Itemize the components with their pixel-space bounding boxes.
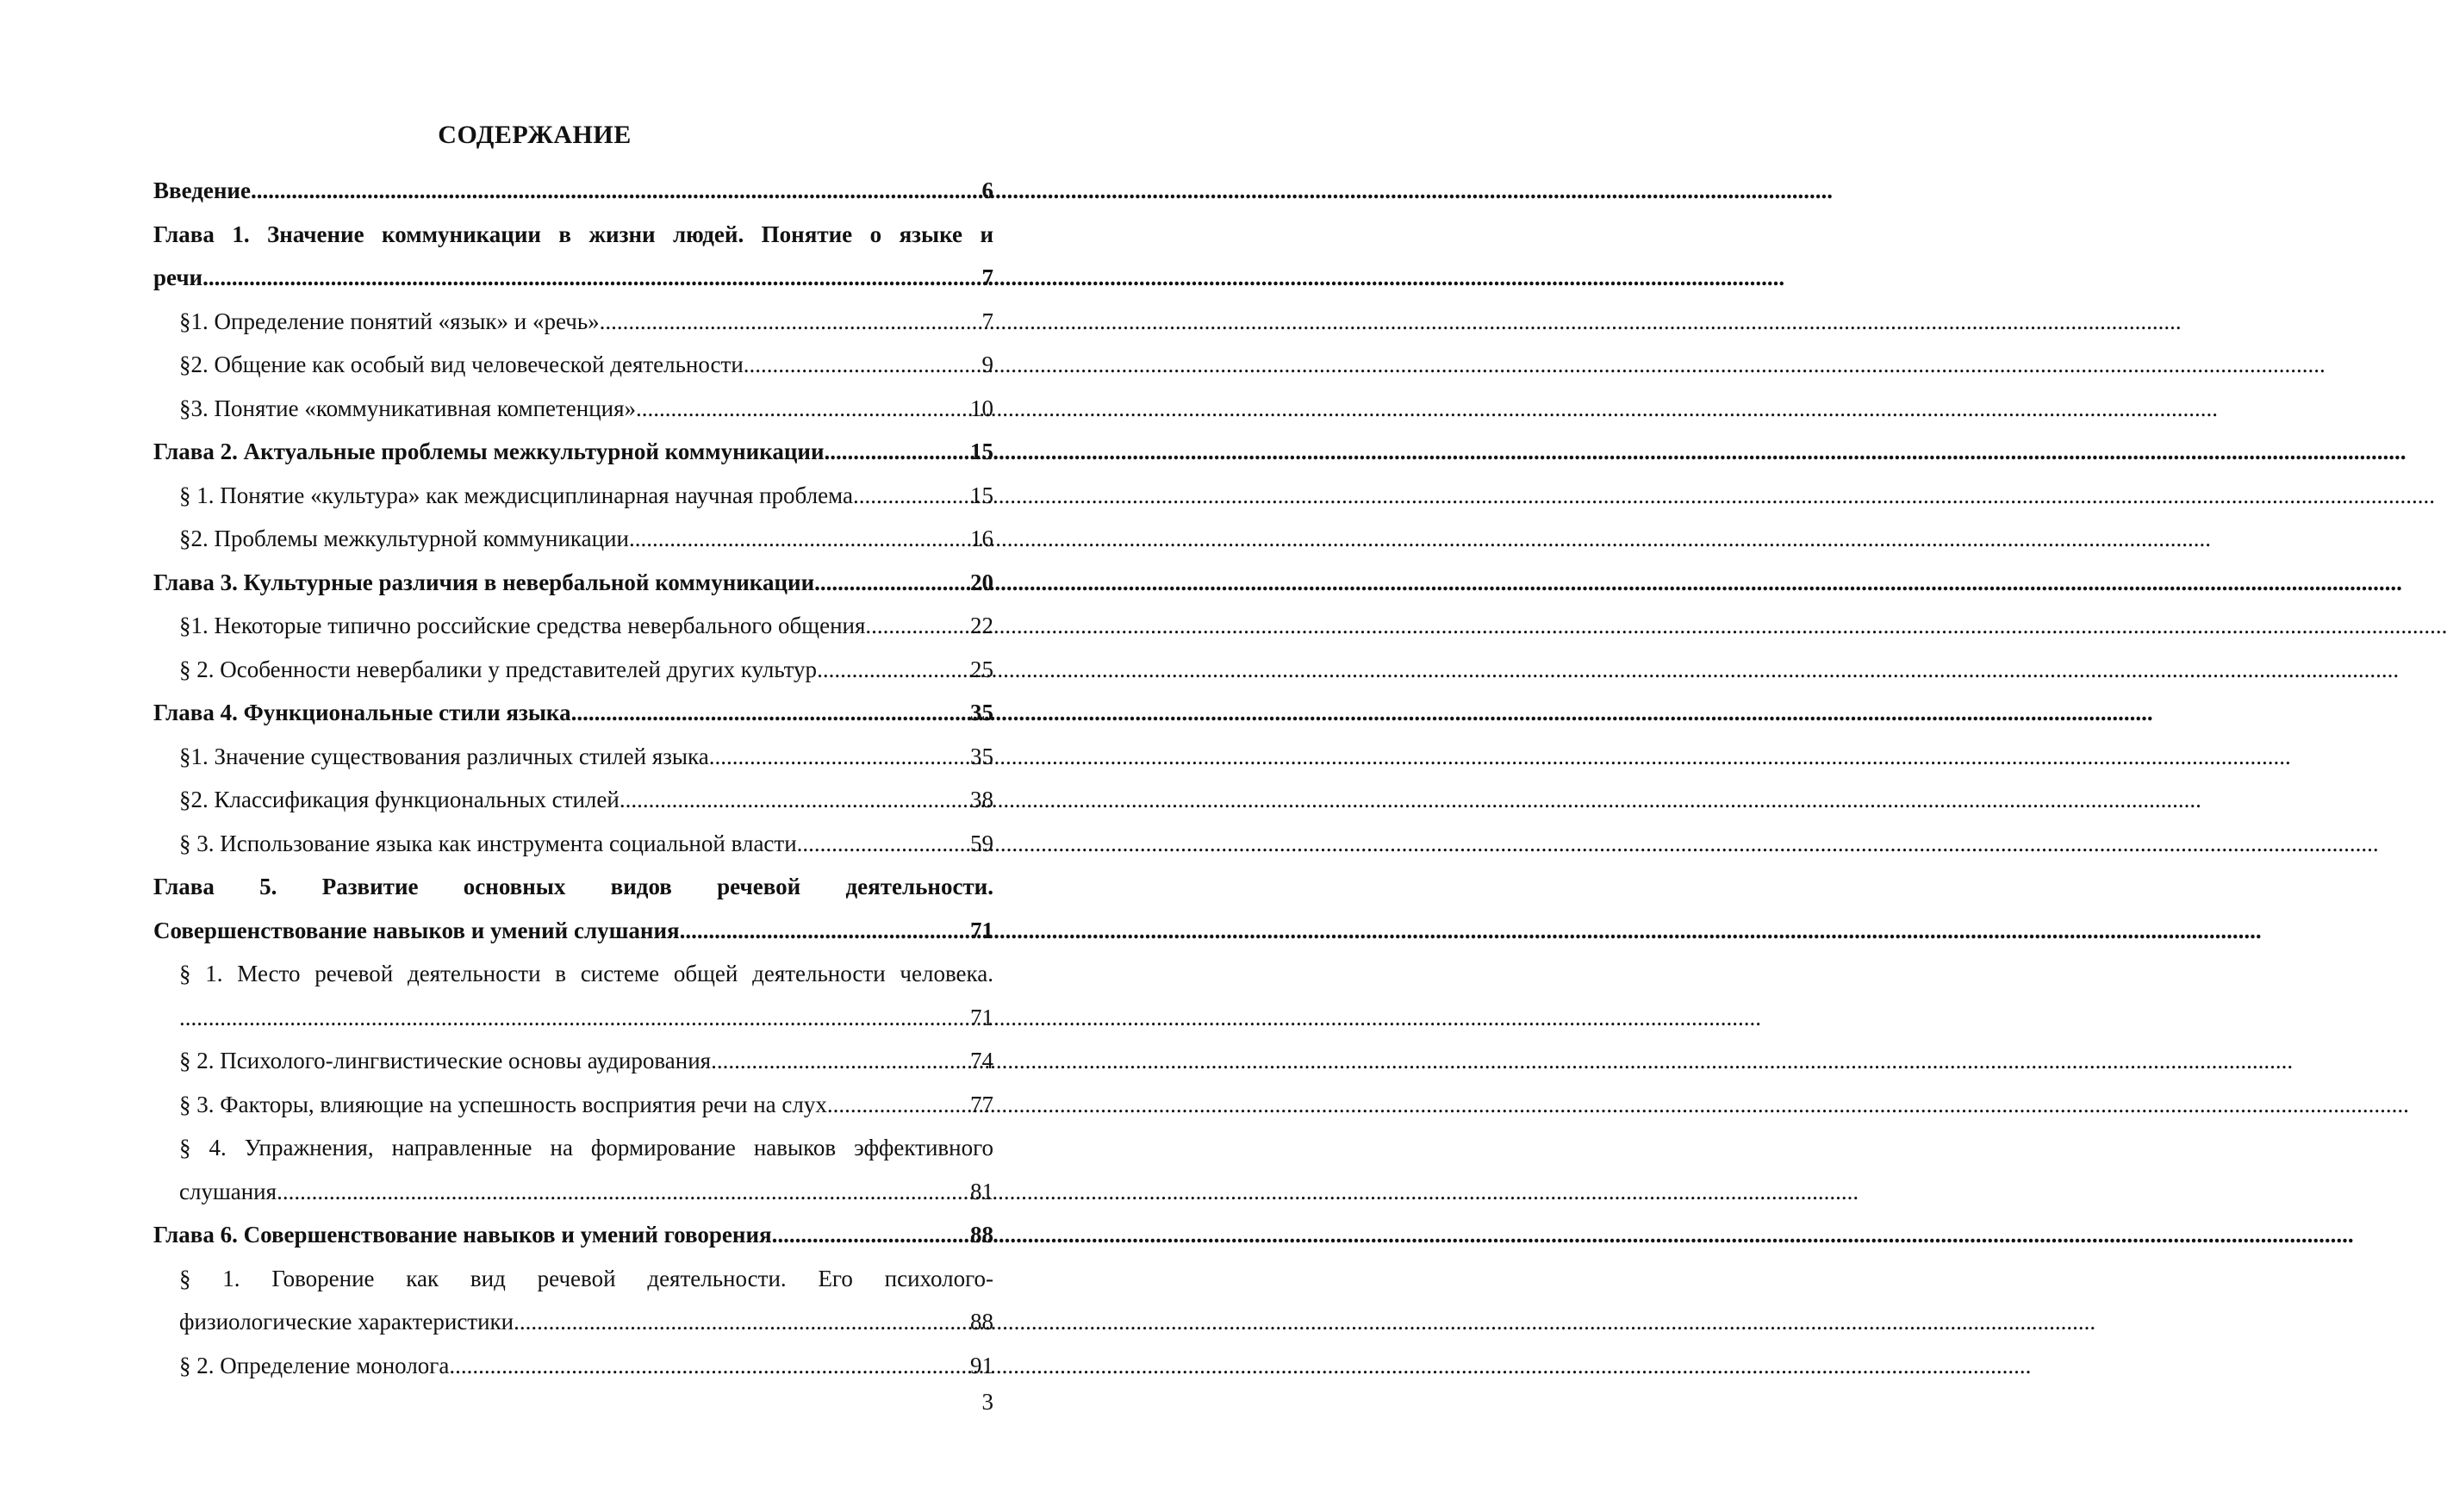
toc-entry-section-5-4[interactable] xyxy=(179,1126,993,1170)
toc-entry-chapter-1[interactable] xyxy=(153,213,993,257)
toc-entry-page: 7 xyxy=(981,308,993,334)
toc-leader-dots xyxy=(277,1170,968,1214)
toc-entry-section-6-1[interactable] xyxy=(179,1257,993,1301)
toc-leader-dots xyxy=(709,735,968,779)
toc-entry-section-6-2[interactable] xyxy=(179,1344,993,1388)
toc-leader-dots xyxy=(711,1039,968,1083)
toc-entry-text: Глава 2. Актуальные проблемы межкультурной коммуникации xyxy=(153,439,825,464)
toc-entry-text: § 1. Говорение как вид речевой деятельности. Его психолого- xyxy=(179,1265,993,1291)
toc-entry-section-1-2[interactable] xyxy=(179,343,993,387)
toc-entry-section-1-1[interactable] xyxy=(179,300,993,344)
toc-entry-text: § 2. Психолого-лингвистические основы аудирования xyxy=(179,1048,712,1073)
toc-entry-section-1-3[interactable] xyxy=(179,387,993,431)
toc-leader-dots xyxy=(865,604,968,648)
toc-leader-dots xyxy=(825,430,968,474)
toc-entry-page: 15 xyxy=(970,482,993,508)
toc-entry-text: Глава 5. Развитие основных видов речевой деятельности. xyxy=(153,874,993,899)
toc-entry-page: 77 xyxy=(970,1091,993,1117)
toc-leader-dots xyxy=(797,822,968,866)
toc-leader-dots xyxy=(817,648,968,692)
toc-entry-section-3-1[interactable] xyxy=(179,604,993,648)
toc-entry-text: § 2. Определение монолога xyxy=(179,1352,450,1378)
toc-entry-page: 7 xyxy=(981,264,993,290)
toc-entry-text: §1. Определение понятий «язык» и «речь» xyxy=(179,308,600,334)
toc-leader-dots xyxy=(636,387,968,431)
toc-entry-text: §3. Понятие «коммуникативная компетенция» xyxy=(179,395,637,421)
toc-entry-page: 91 xyxy=(970,1352,993,1378)
toc-entry-page: 88 xyxy=(970,1309,993,1335)
toc-entry-section-5-2[interactable] xyxy=(179,1039,993,1083)
toc-entry-section-6-1-cont[interactable] xyxy=(179,1300,993,1344)
toc-entry-page: 10 xyxy=(970,395,993,421)
toc-entry-section-4-3[interactable] xyxy=(179,822,993,866)
toc-leader-dots xyxy=(600,300,981,344)
toc-entry-page: 6 xyxy=(981,177,993,203)
toc-entry-text: слушания xyxy=(179,1178,277,1204)
toc-entry-page: 88 xyxy=(970,1222,993,1248)
toc-entry-text: § 4. Упражнения, направленные на формирование навыков эффективного xyxy=(179,1135,993,1160)
toc-entry-chapter-2[interactable] xyxy=(153,430,993,474)
toc-entry-text: §2. Проблемы межкультурной коммуникации xyxy=(179,526,629,551)
toc-entry-chapter-5-cont[interactable] xyxy=(153,909,993,953)
toc-entry-page: 71 xyxy=(970,1004,993,1030)
toc-leader-dots xyxy=(744,343,981,387)
toc-entry-section-2-1[interactable] xyxy=(179,474,993,518)
toc-entry-section-2-2[interactable] xyxy=(179,517,993,561)
toc-entry-text: §2. Общение как особый вид человеческой деятельности xyxy=(179,352,744,377)
toc-entry-page: 20 xyxy=(970,569,993,595)
toc-entry-text: § 1. Место речевой деятельности в системе общей деятельности человека. xyxy=(179,961,993,986)
toc-leader-dots xyxy=(179,996,968,1040)
toc-leader-dots xyxy=(680,909,968,953)
table-of-contents xyxy=(153,169,993,1387)
toc-leader-dots xyxy=(449,1344,968,1388)
toc-leader-dots xyxy=(629,517,968,561)
toc-leader-dots xyxy=(251,169,981,213)
toc-entry-introduction[interactable] xyxy=(153,169,993,213)
toc-entry-text: Глава 1. Значение коммуникации в жизни людей. Понятие о языке и xyxy=(153,221,993,247)
toc-entry-text: §2. Классификация функциональных стилей xyxy=(179,787,620,812)
page-number: 3 xyxy=(981,1389,993,1415)
toc-entry-page: 38 xyxy=(970,787,993,812)
toc-leader-dots xyxy=(853,474,968,518)
toc-leader-dots xyxy=(820,561,968,605)
toc-entry-chapter-1-cont[interactable] xyxy=(153,256,993,300)
toc-entry-text: § 2. Особенности невербалики у представителей других культур xyxy=(179,656,818,682)
toc-entry-page: 16 xyxy=(970,526,993,551)
toc-entry-page: 35 xyxy=(970,743,993,769)
toc-entry-section-5-1-cont[interactable] xyxy=(179,996,993,1040)
toc-entry-page: 25 xyxy=(970,656,993,682)
toc-entry-section-4-2[interactable] xyxy=(179,778,993,822)
toc-entry-section-4-1[interactable] xyxy=(179,735,993,779)
toc-entry-text: Глава 6. Совершенствование навыков и умений говорения xyxy=(153,1222,772,1248)
toc-entry-text: Совершенствование навыков и умений слушания xyxy=(153,917,680,943)
toc-entry-page: 74 xyxy=(970,1048,993,1073)
toc-entry-section-5-3[interactable] xyxy=(179,1083,993,1127)
toc-entry-text: физиологические характеристики xyxy=(179,1309,514,1335)
toc-entry-text: § 3. Использование языка как инструмента социальной власти xyxy=(179,830,797,856)
toc-entry-section-5-1[interactable] xyxy=(179,952,993,996)
toc-entry-text: Введение xyxy=(153,177,251,203)
toc-entry-chapter-6[interactable] xyxy=(153,1213,993,1257)
toc-leader-dots xyxy=(202,256,980,300)
toc-entry-page: 59 xyxy=(970,830,993,856)
toc-entry-text: Глава 3. Культурные различия в невербальной коммуникации. xyxy=(153,569,820,595)
toc-entry-chapter-3[interactable] xyxy=(153,561,993,605)
toc-entry-text: речи xyxy=(153,264,203,290)
toc-entry-chapter-4[interactable] xyxy=(153,691,993,735)
toc-entry-text: §1. Некоторые типично российские средства невербального общения xyxy=(179,613,866,638)
toc-entry-text: § 1. Понятие «культура» как междисциплинарная научная проблема xyxy=(179,482,853,508)
toc-leader-dots xyxy=(772,1213,968,1257)
toc-entry-page: 35 xyxy=(970,700,993,725)
toc-entry-section-3-2[interactable] xyxy=(179,648,993,692)
toc-entry-page: 9 xyxy=(981,352,993,377)
toc-leader-dots xyxy=(514,1300,968,1344)
toc-entry-page: 22 xyxy=(970,613,993,638)
toc-entry-chapter-5[interactable] xyxy=(153,865,993,909)
toc-entry-page: 71 xyxy=(970,917,993,943)
toc-entry-section-5-4-cont[interactable] xyxy=(179,1170,993,1214)
page-title: СОДЕРЖАНИЕ xyxy=(438,121,632,149)
toc-entry-text: § 3. Факторы, влияющие на успешность восприятия речи на слух xyxy=(179,1091,827,1117)
toc-entry-text: §1. Значение существования различных стилей языка xyxy=(179,743,709,769)
toc-entry-page: 15 xyxy=(970,439,993,464)
toc-leader-dots xyxy=(620,778,968,822)
toc-leader-dots xyxy=(571,691,968,735)
toc-leader-dots xyxy=(827,1083,968,1127)
toc-entry-text: Глава 4. Функциональные стили языка xyxy=(153,700,571,725)
toc-entry-page: 81 xyxy=(970,1178,993,1204)
